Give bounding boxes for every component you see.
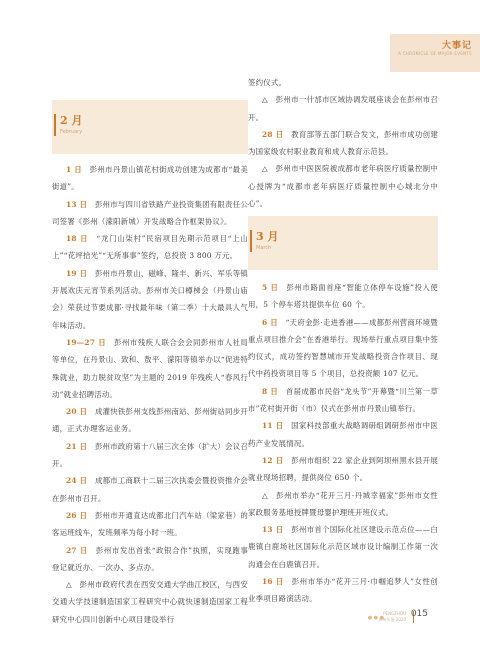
event-entry: 13 日 彭州市首个国际化社区建设示范点位——白鹿镇白鹿场社区国际化示范区域市设计编制工作第一次沟通会在白鹿镇召开。 bbox=[248, 525, 438, 569]
footer-dots: ● ● ● bbox=[367, 615, 384, 621]
footer-brand-line1: PENGZHOU bbox=[383, 611, 406, 616]
event-entry: 19 日 彭州市丹景山、磁峰、隆丰、新兴、军乐等镇开展欢庆元宵节系列活动。彭州市关口樽梯会（丹景山庙会）荣获过节要成都·寻找最年味（第二季）十大最具人气年味活动。 bbox=[52, 268, 248, 330]
section-title: 大事记 bbox=[441, 41, 472, 51]
event-entry: △ 彭州市中医医院被成都市老年病医疗质量控制中心授牌为“成都市老年病医疗质量控制中心城北分中心”。 bbox=[248, 164, 438, 209]
event-entry: 28 日 教育部等五部门联合发文，彭州市成功创建为国家级农村职业教育和成人教育示范县。 bbox=[248, 129, 438, 157]
month-subtitle: March bbox=[256, 245, 272, 251]
event-entry: 11 日 国家科技部重大战略调研组调研彭州市中医药产业发展情况。 bbox=[248, 421, 438, 448]
event-entry: 26 日 彭州市开通直达成都北门汽车站（梁家巷）的客运班线车，发班频率为每小时一班。 bbox=[52, 510, 248, 538]
event-entry: 13 日 彭州市与四川省铁路产业投资集团有限责任公司签署《彭州（濛阳新城）开发战略合作框架协议》。 bbox=[52, 199, 248, 226]
section-subtitle: A CHRONICLE OF MAJOR EVENTS bbox=[398, 51, 472, 56]
event-entry: 16 日 彭州市举办“花开三月·巾帼追梦人”女性创业季项目路演活动。 bbox=[248, 577, 438, 604]
event-entry: 8 日 首届成都市民俗“龙头节”开幕暨“川兰第一草市”花村街开街（市）仪式在彭州市丹景山镇举行。 bbox=[248, 386, 438, 414]
month-title: 2 月 bbox=[60, 114, 83, 127]
event-entry: 18 日 “龙门山柒村”民宿项目先期示范项目“上山上”“花坪拾光”“无所事事”签约，总投资 3 800 万元。 bbox=[52, 234, 248, 261]
event-entry: 12 日 彭州市组织 22 家企业到阿坝州黑水县开展就业现场招聘，提供岗位 650 个。 bbox=[248, 455, 438, 483]
event-entry: 1 日 彭州市丹景山镇花村街成功创建为成都市“最美街道”。 bbox=[52, 165, 248, 192]
month-title: 3 月 bbox=[256, 230, 279, 243]
footer-brand bbox=[379, 611, 406, 623]
month-accent-bar bbox=[250, 230, 252, 252]
event-entry: 6 日 “天府金彭·走进香港——成都彭州营商环境暨重点项目推介会”在香港举行。现场举行重点项目集中签约仪式，成功签约智慧城市开发战略投资合作项目、现代中药投资项目等 5 个项目，总投资额 107 亿元。 bbox=[248, 317, 438, 379]
event-entry: 27 日 彭州市发出首张“政银合作”执照，实现跑事登记就近办、一次办、多点办。 bbox=[52, 545, 248, 572]
event-entry: 19—27 日 彭州市残疾人联合会会同彭州市人社局等单位，在丹景山、致和、敖平、濛阳等镇举办以“促进特殊就业，助力脱贫攻坚”为主题的 2019 年残疾人“春风行动”就业招聘活动。 bbox=[52, 337, 248, 399]
month-box-february bbox=[52, 100, 248, 154]
event-entry: 20 日 成灌快铁彭州支线彭州南站、彭州街站同步开通，正式办理客运业务。 bbox=[52, 407, 248, 434]
right-column-bottom bbox=[248, 279, 438, 608]
left-column bbox=[52, 161, 248, 628]
month-subtitle: February bbox=[60, 129, 83, 135]
event-entry: △ 彭州市政府代表在西安交通大学曲江校区，与西安交通大学技速制造国家工程研究中心就快速制造国家工程研究中心四川创新中心项目建设举行 bbox=[52, 580, 248, 624]
month-box-march bbox=[248, 216, 438, 270]
footer-brand-line2: 彭州年鉴 2020 bbox=[378, 617, 406, 622]
event-entry: 5 日 彭州市路面首座“智能立体停车设施”投入使用，5 个停车塔共提供车位 60 个。 bbox=[248, 283, 438, 310]
section-header bbox=[390, 34, 480, 72]
event-entry: 签约仪式。 bbox=[248, 78, 287, 87]
page-number: 015 bbox=[410, 609, 428, 619]
event-entry: 24 日 成都市工商联十二届三次执委会暨投资推介会在彭州市召开。 bbox=[52, 476, 248, 503]
event-entry: 21 日 彭州市政府第十八届三次全体（扩大）会议召开。 bbox=[52, 441, 248, 469]
month-accent-bar bbox=[54, 114, 56, 136]
event-entry: △ 彭州市举办“花开三月·丹城幸福家”彭州市女性家政服务基地授牌暨母婴护理班开班仪式。 bbox=[248, 490, 438, 517]
event-entry: △ 彭州市一什邡市区域协调发展座谈会在彭州市召开。 bbox=[248, 95, 438, 122]
right-column-top bbox=[248, 74, 438, 212]
